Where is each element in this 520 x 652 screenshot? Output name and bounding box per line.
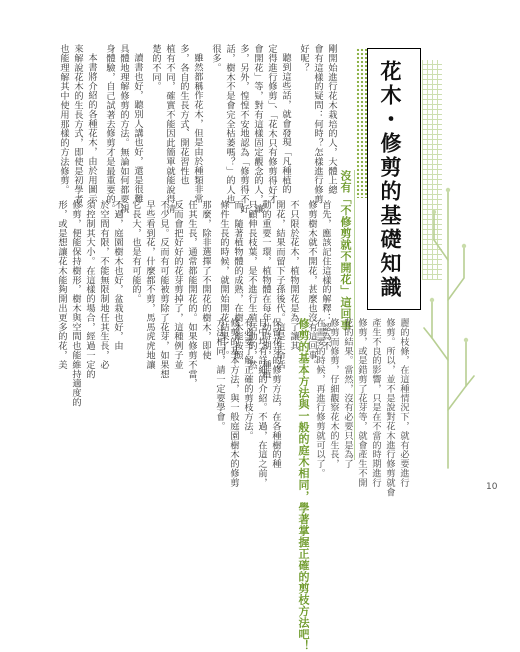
continuation-line: 花的結果。當然，沒有必要只是為了 (342, 318, 353, 469)
page-title: 花木・修剪的基礎知識 (378, 60, 402, 300)
intro-line: 具體地理解修剪的方法。無論如何都要親 (118, 44, 129, 214)
section-line: 有必要了解正確的剪枝方法。 (242, 318, 253, 441)
continuation-line: 在需要的時候，再進行修剪就可以了。 (314, 318, 325, 478)
intro-line: 雖然都稱作花木，但是由於種類非常 (192, 53, 203, 204)
section-line: 不過，庭園樹木也好，盆栽也好，由 (112, 200, 123, 351)
section-line: 保留花芽的修剪方法，在各種樹的種 (270, 318, 281, 469)
intro-line: 很多。 (210, 44, 221, 73)
section-line: 只顧伸長枝葉，是不進行生殖活動的，然 (246, 200, 257, 370)
continuation-line: 修剪而修剪，仔細觀察花木的生長， (328, 318, 339, 469)
continuation-line: 產生不良的影響，只是在不當的時期進行 (370, 318, 381, 488)
intro-line: 植有不同，確實不能因此簡單就能說得清 (164, 44, 175, 214)
intro-line: 好呢？ (298, 44, 309, 73)
section-line: 它長大，也是有可能的。 (130, 200, 141, 304)
intro-line: 楚的不同。 (150, 44, 161, 91)
intro-line: 身體驗，自己試著去修剪才是最重要的。 (104, 44, 115, 214)
section-line: 動的重要一環，植物體在每年幼時期，種植 (260, 200, 271, 379)
section-line: 於空間有限，不能無限制地任其生長，必 (98, 200, 109, 370)
intro-line: 定得進行修剪」、「花木只有修剪得好才 (266, 44, 277, 204)
section-heading: 沒有「不修剪就不開花」這回事 (339, 170, 352, 331)
section-heading: 修剪的基本方法與一般的庭木相同，學著掌握正確的剪枝方法吧！ (297, 318, 310, 652)
intro-line: 會開花」等，對有這樣固定觀念的人，讓 (252, 44, 263, 214)
section-line: 開花，結果而留下子孫後代。這是生命活 (274, 200, 285, 370)
section-line: 那麼，除非選擇了不開花的樹木，即使 (200, 200, 211, 360)
intro-line: 話，樹木不是會完全枯萎嗎？」的人也 (224, 44, 235, 204)
intro-line: 來解說花木的生長方式，即使是初學者， (72, 44, 83, 214)
intro-line: 會有這樣的疑問：何時？怎樣進行修剪 (312, 44, 323, 204)
dot-pattern-icon (356, 48, 367, 198)
continuation-line: 修剪。所以，並不是說對花木進行修剪就會 (384, 318, 395, 497)
section-line: 條件生長的時候，就開始開花結果了。 (218, 200, 229, 360)
section-line: 須控制其大小。在這樣的場合，經過一定的 (84, 200, 95, 379)
section-line: 反而會把好好的花芽剪掉了，這種例子並 (172, 200, 183, 370)
intro-line: 多，各自的生長方式、開花習性也 (178, 44, 189, 185)
intro-line: 多，另外，惶惶不安地認為「修剪得不好 (238, 44, 249, 214)
section-line: 形，或是想讓花木能夠開出更多的花，美 (56, 200, 67, 370)
section-line: 修剪的基本方法，與一般庭園樹木的修剪 (228, 318, 239, 488)
section-line: 不少見。反而有可能被剪除了花芽，如果想 (158, 200, 169, 379)
section-line: 而，隨著植物體的成熟，在樹木能按照 (232, 200, 243, 360)
section-line: 目中均有詳細的介紹。不過，在這之前， (256, 318, 267, 488)
section-line: 任其生長，通常都能開花的。如果修剪不當， (186, 200, 197, 388)
section-line: 修剪，便能保持樹形，樹木與空間也能維持適度的 (70, 200, 81, 407)
section-line: 修剪樹木就不開花，甚麼也沒有這回事。 (306, 200, 317, 370)
intro-line: 讀書也好，聽別人講也好，還是很難 (132, 53, 143, 204)
continuation-line: 修剪，或是錯剪了花芽等，就會產生不開 (356, 318, 367, 488)
section-line: 不只限於花木，植物開花是為了讓其 (288, 200, 299, 351)
intro-line: 聽到這些話，就會發現「凡種植的 (280, 53, 291, 194)
intro-line: 也能理解其中使用那樣的方法修剪。 (58, 44, 69, 195)
section-line: 首先，應該記住這樣的解釋：認為不 (320, 200, 331, 351)
twig-illustration-icon (418, 150, 478, 470)
intro-line: 剛開始進行花木栽培的人，大體上總 (326, 44, 337, 195)
section-line: 方法相同，請一定要學會。 (214, 318, 225, 431)
section-line: 早些看到花，什麼都不剪，馬馬虎虎地讓 (144, 200, 155, 370)
intro-line: 本書將介紹的各種花木，由於用圖示 (86, 53, 97, 204)
continuation-line: 麗的枝條，在這種情況下，就有必要進行 (398, 318, 409, 488)
page-number: 10 (486, 482, 498, 492)
